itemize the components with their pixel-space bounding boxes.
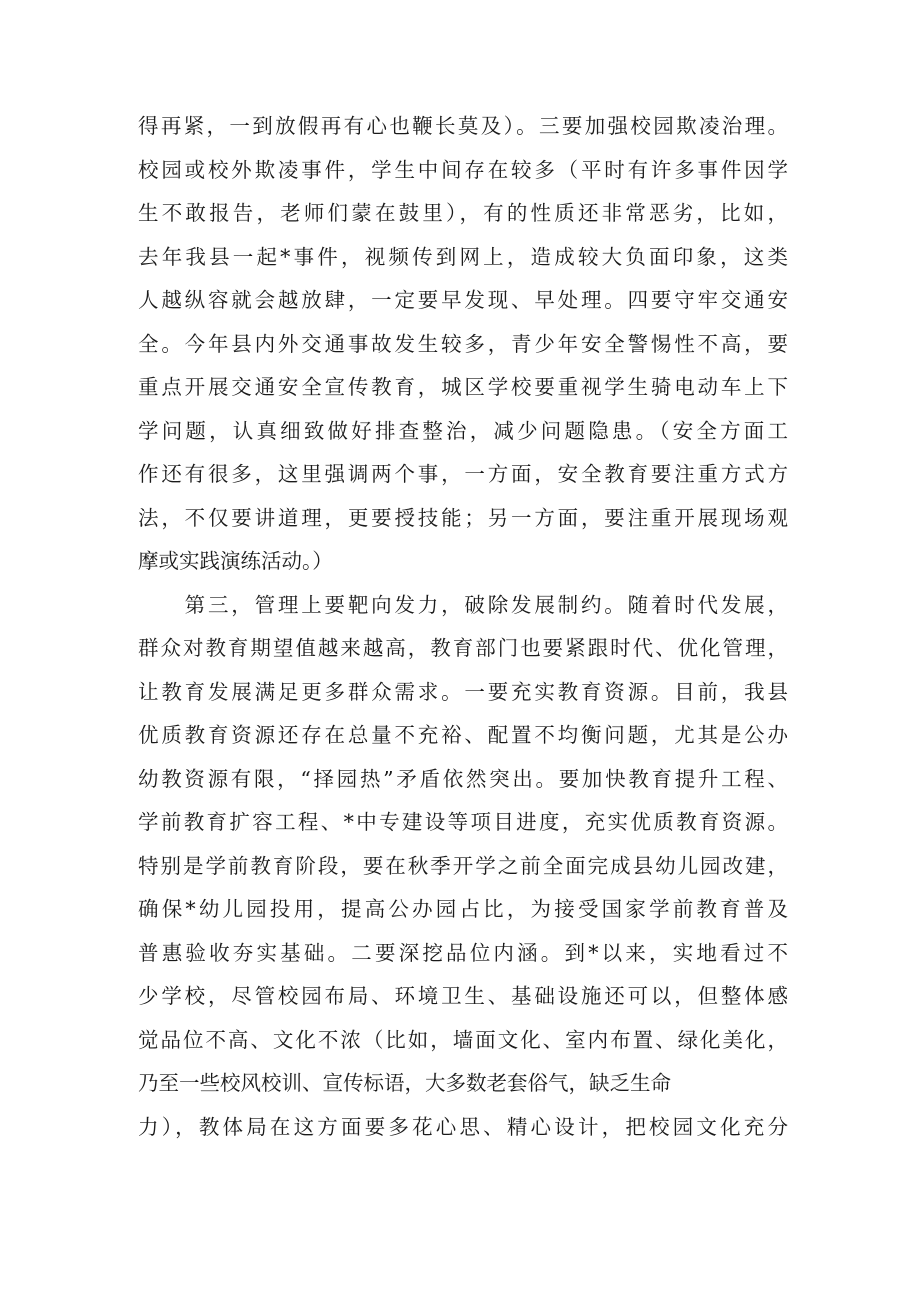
paragraph-start-line: 第三，管理上要靶向发力，破除发展制约。随着时代发展， [138,592,788,617]
text-line: 摩或实践演练活动。） [138,549,333,573]
text-line: 学问题，认真细致做好排查整治，减少问题隐患。（安全方面工 [138,418,788,443]
text-line: 得再紧，一到放假再有心也鞭长莫及）。三要加强校园欺凌治理。 [138,114,788,138]
text-line: 生不敢报告，老师们蒙在鼓里），有的性质还非常恶劣，比如， [138,201,788,225]
text-line: 优质教育资源还存在总量不充裕、配置不均衡问题，尤其是公办 [138,723,788,747]
text-line: 觉品位不高、文化不浓（比如，墙面文化、室内布置、绿化美化， [138,1027,788,1052]
text-line: 重点开展交通安全宣传教育，城区学校要重视学生骑电动车上下 [138,375,788,399]
text-line: 法，不仅要讲道理，更要授技能；另一方面，要注重开展现场观 [138,505,788,530]
text-line: 少学校，尽管校园布局、环境卫生、基础设施还可以，但整体感 [138,984,788,1008]
text-line: 力），教体局在这方面要多花心思、精心设计，把校园文化充分 [138,1114,788,1139]
text-line: 校园或校外欺凌事件，学生中间存在较多（平时有许多事件因学 [138,157,788,182]
text-line: 特别是学前教育阶段，要在秋季开学之前全面完成县幼儿园改建， [138,853,788,878]
text-line: 群众对教育期望值越来越高，教育部门也要紧跟时代、优化管理， [138,636,788,660]
text-line: 去年我县一起*事件，视频传到网上，造成较大负面印象，这类 [138,244,788,269]
text-line: 人越纵容就会越放肆，一定要早发现、早处理。四要守牢交通安 [138,288,788,312]
text-line: 让教育发展满足更多群众需求。一要充实教育资源。目前，我县 [138,679,788,704]
text-line: 作还有很多，这里强调两个事，一方面，安全教育要注重方式方 [138,462,788,486]
text-line: 幼教资源有限，“择园热”矛盾依然突出。要加快教育提升工程、 [138,766,788,791]
text-line: 确保*幼儿园投用，提高公办园占比，为接受国家学前教育普及 [138,897,788,921]
text-line: 乃至一些校风校训、宣传标语，大多数老套俗气，缺乏生命 [138,1071,671,1095]
text-line: 学前教育扩容工程、*中专建设等项目进度，充实优质教育资源。 [138,810,788,834]
text-line: 普惠验收夯实基础。二要深挖品位内涵。到*以来，实地看过不 [138,940,788,965]
text-line: 全。今年县内外交通事故发生较多，青少年安全警惕性不高，要 [138,331,788,356]
body-text [138,105,788,1149]
